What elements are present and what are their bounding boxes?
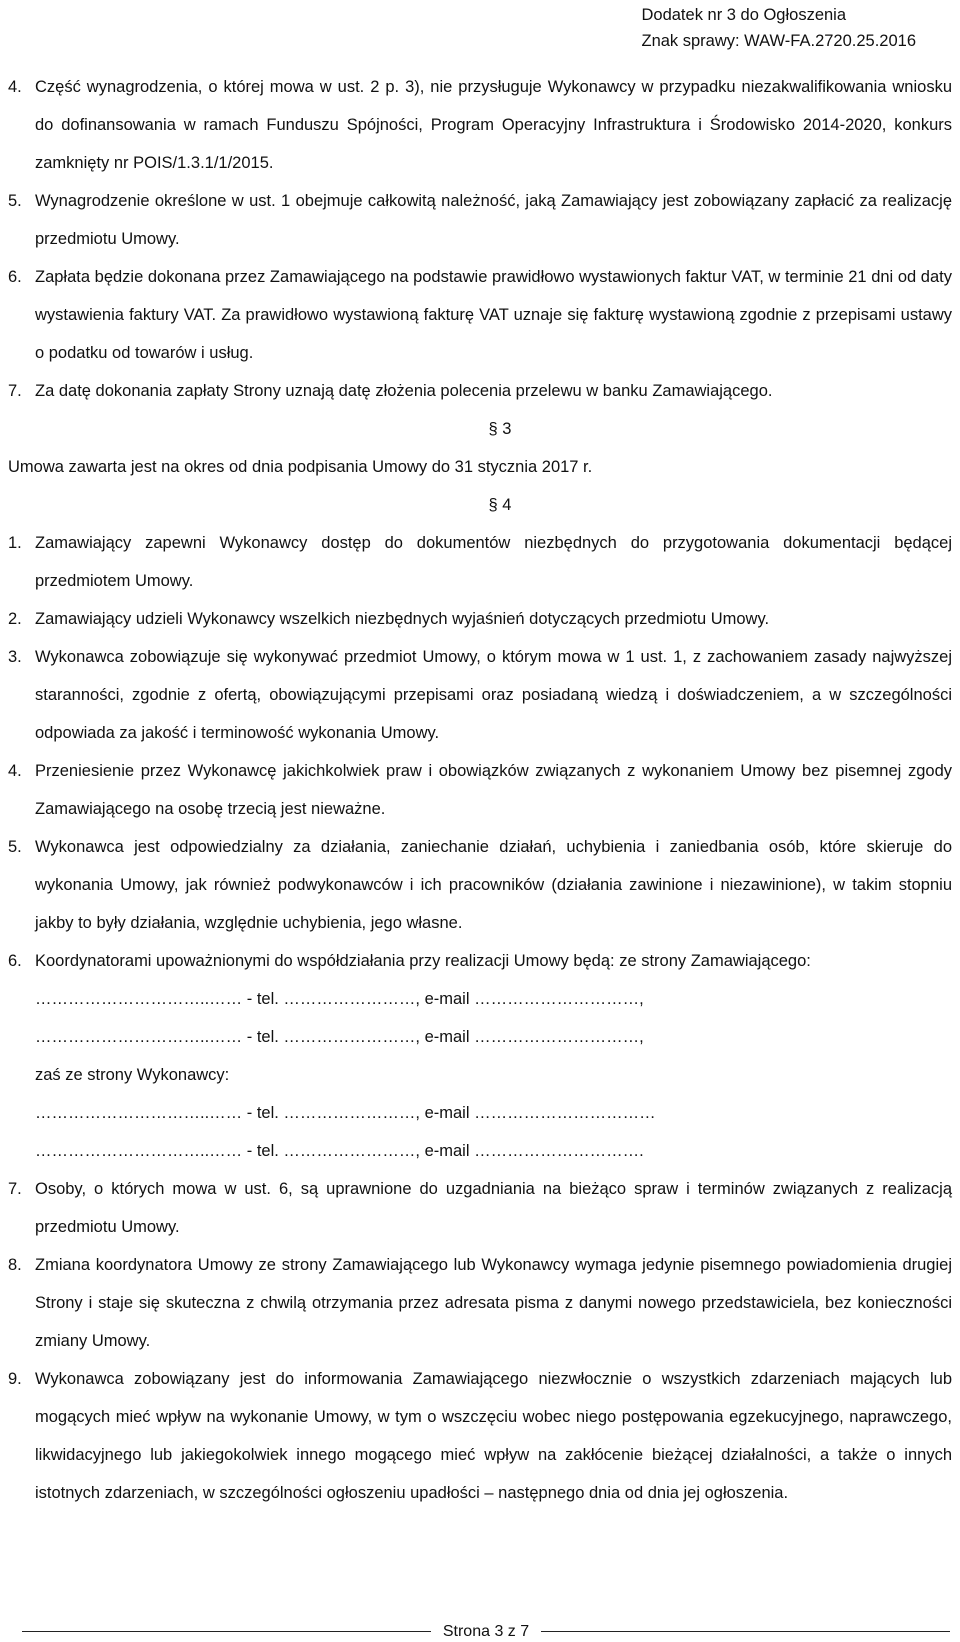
clause-item: 3. Wykonawca zobowiązuje się wykonywać przedmiot Umowy, o którym mowa w 1 ust. 1, z zachowaniem zasady najwyższej staranności, zgodnie z ofertą, obowiązującymi przepisami oraz posiadaną wiedzą i doświadczeniem, a w szczególności odpowiada za jakość i terminowość wykonania Umowy.: [8, 648, 952, 742]
contact-line-wykonawca: …………………………..…… - tel. ……………………, e-mail ……………………………: [35, 1104, 656, 1122]
clause-item: 7. Za datę dokonania zapłaty Strony uznają datę złożenia polecenia przelewu w banku Zamawiającego.: [8, 382, 773, 400]
clause-item: 5. Wynagrodzenie określone w ust. 1 obejmuje całkowitą należność, jaką Zamawiający jest zobowiązany zapłacić za realizację przedmiotu Umowy.: [8, 192, 952, 248]
footer-rule-left: [22, 1631, 431, 1632]
contract-term-text: Umowa zawarta jest na okres od dnia podpisania Umowy do 31 stycznia 2017 r.: [8, 458, 593, 476]
clause-item: 8. Zmiana koordynatora Umowy ze strony Zamawiającego lub Wykonawcy wymaga jedynie pisemnego powiadomienia drugiej Strony i staje się skuteczna z chwilą otrzymania przez adresata pisma z danymi nowego przedstawiciela, bez konieczności zmiany Umowy.: [8, 1256, 952, 1350]
page-number: Strona 3 z 7: [442, 1622, 530, 1640]
clause-item: 9. Wykonawca zobowiązany jest do informowania Zamawiającego niezwłocznie o wszystkich zdarzeniach mających lub mogących mieć wpływ na wykonanie Umowy, w tym o wszczęciu wobec niego postępowania egzekucyjnego, naprawczego, likwidacyjnego lub jakiegokolwiek innego mogącego mieć wpływ na zakłócenie bieżącej działalności, a także o innych istotnych zdarzeniach, w szczególności ogłoszeniu upadłości – następnego dnia od dnia jej ogłoszenia.: [8, 1370, 952, 1502]
clause-item: 2. Zamawiający udzieli Wykonawcy wszelkich niezbędnych wyjaśnień dotyczących przedmiotu Umowy.: [8, 610, 770, 628]
page-footer: [22, 1621, 950, 1642]
clause-item: 6. Koordynatorami upoważnionymi do współdziałania przy realizacji Umowy będą: ze strony Zamawiającego:: [8, 952, 811, 970]
section-4-heading: § 4: [488, 496, 512, 514]
contact-line-wykonawca: …………………………..…… - tel. ……………………, e-mail ………………………….: [35, 1142, 644, 1160]
document-body: [8, 68, 952, 1512]
page-header: [641, 2, 916, 54]
section-3-heading: § 3: [488, 420, 512, 438]
clause-item: 5. Wykonawca jest odpowiedzialny za działania, zaniechanie działań, uchybienia i zaniedbania osób, które skieruje do wykonania Umowy, jak również podwykonawców i ich pracowników (działania zawinione i niezawinione), w takim stopniu jakby to były działania, względnie uchybienia, jego własne.: [8, 838, 952, 932]
footer-rule-right: [541, 1631, 950, 1632]
attachment-label: Dodatek nr 3 do Ogłoszenia: [641, 6, 847, 24]
clause-item: 4. Przeniesienie przez Wykonawcę jakichkolwiek praw i obowiązków związanych z wykonaniem Umowy bez pisemnej zgody Zamawiającego na osobę trzecią jest nieważne.: [8, 762, 952, 818]
contact-line-zamawiajacy: …………………………..…… - tel. ……………………, e-mail …………………………,: [35, 990, 644, 1008]
contact-line-zamawiajacy: …………………………..…… - tel. ……………………, e-mail …………………………,: [35, 1028, 644, 1046]
clause-item: 6. Zapłata będzie dokonana przez Zamawiającego na podstawie prawidłowo wystawionych faktur VAT, w terminie 21 dni od daty wystawienia faktury VAT. Za prawidłowo wystawioną fakturę VAT uznaje się fakturę wystawioną zgodnie z przepisami ustawy o podatku od towarów i usług.: [8, 268, 952, 362]
case-reference: Znak sprawy: WAW-FA.2720.25.2016: [641, 32, 916, 50]
clause-item: 1. Zamawiający zapewni Wykonawcy dostęp do dokumentów niezbędnych do przygotowania dokumentacji będącej przedmiotem Umowy.: [8, 534, 952, 590]
wykonawca-label: zaś ze strony Wykonawcy:: [35, 1066, 230, 1084]
clause-item: 7. Osoby, o których mowa w ust. 6, są uprawnione do uzgadniania na bieżąco spraw i terminów związanych z realizacją przedmiotu Umowy.: [8, 1180, 952, 1236]
clause-item: 4. Część wynagrodzenia, o której mowa w ust. 2 p. 3), nie przysługuje Wykonawcy w przypadku niezakwalifikowania wniosku do dofinansowania w ramach Funduszu Spójności, Program Operacyjny Infrastruktura i Środowisko 2014-2020, konkurs zamknięty nr POIS/1.3.1/1/2015.: [8, 78, 952, 172]
